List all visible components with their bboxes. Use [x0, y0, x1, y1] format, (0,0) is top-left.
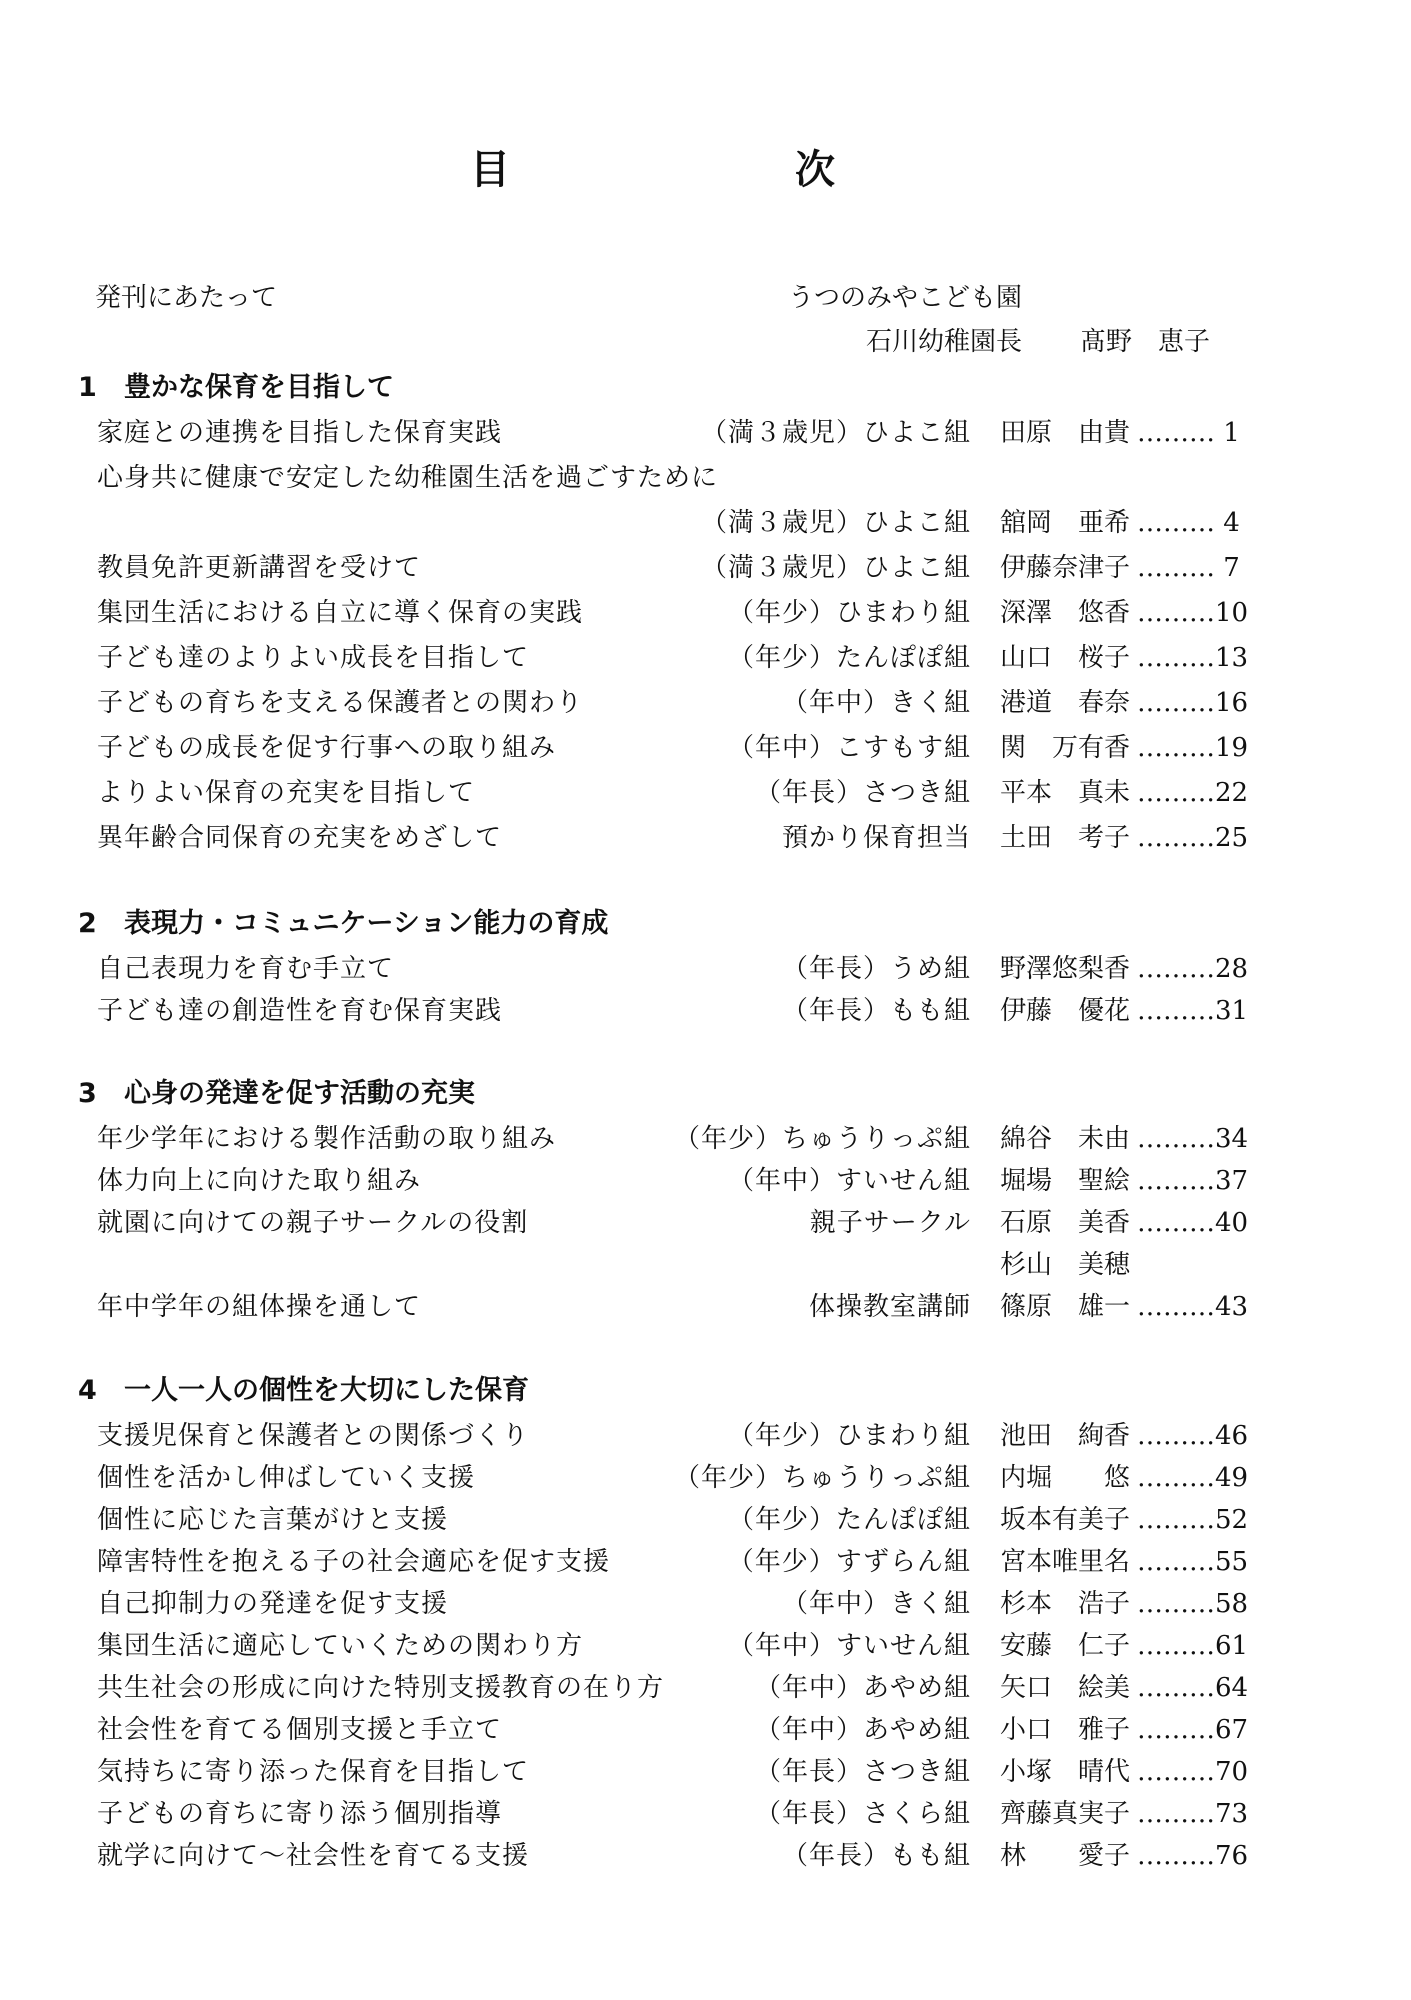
entry-page: ………25 [1137, 823, 1249, 853]
foreword-author: 髙野 恵子 [1080, 327, 1211, 357]
entry-class: （年長）うめ組 [781, 954, 971, 984]
toc-entry [0, 1415, 1411, 1457]
toc-entry [0, 547, 1411, 589]
toc-entry [0, 727, 1411, 769]
entry-title: 心身共に健康で安定した幼稚園生活を過ごすために [97, 463, 719, 493]
entry-page: ………10 [1137, 598, 1249, 628]
toc-entry [0, 502, 1411, 544]
toc-entry [0, 412, 1411, 454]
toc-entry [0, 1202, 1411, 1244]
entry-class: （年少）すずらん組 [727, 1547, 971, 1577]
section-title: 一人一人の個性を大切にした保育 [124, 1375, 529, 1406]
entry-class: （年中）きく組 [781, 688, 971, 718]
entry-class: （年長）もも組 [781, 996, 971, 1026]
entry-page: ………70 [1137, 1757, 1249, 1787]
entry-class: （年少）たんぽぽ組 [727, 643, 971, 673]
entry-class: （年長）さくら組 [754, 1799, 971, 1829]
entry-title: 就園に向けての親子サークルの役割 [97, 1208, 529, 1238]
entry-page: ………58 [1137, 1589, 1249, 1619]
entry-author: 安藤 仁子 [1000, 1631, 1131, 1661]
entry-title: 教員免許更新講習を受けて [97, 553, 422, 583]
entry-class: （年中）きく組 [781, 1589, 971, 1619]
foreword-affiliation-1: うつのみやこども園 [788, 283, 1023, 313]
toc-entry [0, 1709, 1411, 1751]
entry-author: 篠原 雄一 [1000, 1292, 1131, 1322]
entry-class: 親子サークル [809, 1208, 971, 1238]
entry-class: （年少）ちゅうりっぷ組 [673, 1463, 971, 1493]
section-title: 心身の発達を促す活動の充実 [124, 1078, 475, 1109]
entry-author: 深澤 悠香 [1000, 598, 1131, 628]
page-title [0, 138, 1411, 198]
entry-class: （年長）さつき組 [754, 778, 971, 808]
entry-class: （満３歳児）ひよこ組 [700, 418, 971, 448]
entry-author: 綿谷 未由 [1000, 1124, 1131, 1154]
toc-entry [0, 1793, 1411, 1835]
entry-author: 舘岡 亜希 [1000, 508, 1131, 538]
entry-class: （年中）すいせん組 [727, 1631, 971, 1661]
entry-title: 体力向上に向けた取り組み [97, 1166, 422, 1196]
entry-class: （年中）あやめ組 [754, 1673, 971, 1703]
entry-title: 個性に応じた言葉がけと支援 [97, 1505, 449, 1535]
section-heading [78, 906, 608, 942]
entry-author: 宮本唯里名 [1000, 1547, 1131, 1577]
entry-page: ………46 [1137, 1421, 1249, 1451]
entry-title: 集団生活における自立に導く保育の実践 [97, 598, 584, 628]
toc-entry [0, 637, 1411, 679]
entry-page: ………67 [1137, 1715, 1249, 1745]
section-title: 表現力・コミュニケーション能力の育成 [124, 908, 609, 939]
entry-page: ………34 [1137, 1124, 1249, 1154]
entry-page: ………28 [1137, 954, 1249, 984]
entry-title: 気持ちに寄り添った保育を目指して [97, 1757, 530, 1787]
foreword-affiliation-2: 石川幼稚園長 [866, 327, 1023, 357]
toc-entry [0, 948, 1411, 990]
entry-author: 堀場 聖絵 [1000, 1166, 1131, 1196]
entry-class: （年長）もも組 [781, 1841, 971, 1871]
entry-author: 池田 絢香 [1000, 1421, 1131, 1451]
section-number: 1 [78, 372, 97, 403]
toc-entry [0, 1667, 1411, 1709]
entry-class: （年少）ひまわり組 [727, 598, 971, 628]
entry-page: ………49 [1137, 1463, 1249, 1493]
entry-author: 港道 春奈 [1000, 688, 1131, 718]
toc-entry [0, 1835, 1411, 1877]
toc-entry [0, 1499, 1411, 1541]
entry-title: 年中学年の組体操を通して [97, 1292, 422, 1322]
entry-page: ……… 1 [1137, 418, 1240, 448]
entry-author: 伊藤奈津子 [1000, 553, 1131, 583]
entry-class: （年長）さつき組 [754, 1757, 971, 1787]
foreword-title: 発刊にあたって [95, 283, 278, 313]
entry-class: 預かり保育担当 [781, 823, 971, 853]
toc-entry [0, 1457, 1411, 1499]
entry-title: 自己抑制力の発達を促す支援 [97, 1589, 449, 1619]
title-char-1: 目 [470, 147, 510, 193]
toc-entry [0, 1244, 1411, 1286]
entry-title: 就学に向けて～社会性を育てる支援 [97, 1841, 530, 1871]
entry-author: 土田 考子 [1000, 823, 1131, 853]
entry-page: ………61 [1137, 1631, 1249, 1661]
toc-entry [0, 1160, 1411, 1202]
entry-author: 田原 由貴 [1000, 418, 1131, 448]
entry-page: ………73 [1137, 1799, 1249, 1829]
foreword-entry [0, 277, 1411, 367]
entry-title: 子どもの育ちを支える保護者との関わり [97, 688, 584, 718]
entry-page: ………19 [1137, 733, 1249, 763]
section-heading [78, 370, 394, 406]
entry-page: ………13 [1137, 643, 1249, 673]
entry-class: （年少）ひまわり組 [727, 1421, 971, 1451]
toc-entry [0, 1541, 1411, 1583]
entry-title: よりよい保育の充実を目指して [97, 778, 476, 808]
entry-author: 小口 雅子 [1000, 1715, 1131, 1745]
entry-author: 杉本 浩子 [1000, 1589, 1131, 1619]
entry-author: 杉山 美穂 [1000, 1250, 1131, 1280]
entry-author: 関 万有香 [1000, 733, 1131, 763]
entry-class: （年中）あやめ組 [754, 1715, 971, 1745]
entry-page: ………22 [1137, 778, 1249, 808]
entry-page: ………52 [1137, 1505, 1249, 1535]
toc-entry [0, 1625, 1411, 1667]
entry-page: ……… 4 [1137, 508, 1240, 538]
entry-class: （年中）すいせん組 [727, 1166, 971, 1196]
toc-entry [0, 1751, 1411, 1793]
entry-page: ………64 [1137, 1673, 1249, 1703]
entry-title: 個性を活かし伸ばしていく支援 [97, 1463, 476, 1493]
toc-entry [0, 457, 1411, 499]
entry-page: ………43 [1137, 1292, 1249, 1322]
entry-title: 障害特性を抱える子の社会適応を促す支援 [97, 1547, 611, 1577]
entry-title: 子どもの育ちに寄り添う個別指導 [97, 1799, 503, 1829]
entry-author: 矢口 絵美 [1000, 1673, 1131, 1703]
entry-title: 異年齢合同保育の充実をめざして [97, 823, 503, 853]
toc-entry [0, 990, 1411, 1032]
toc-entry [0, 1286, 1411, 1328]
entry-author: 小塚 晴代 [1000, 1757, 1131, 1787]
entry-page: ………37 [1137, 1166, 1249, 1196]
entry-author: 内堀 悠 [1000, 1463, 1131, 1493]
entry-page: ……… 7 [1137, 553, 1240, 583]
entry-title: 支援児保育と保護者との関係づくり [97, 1421, 530, 1451]
entry-title: 自己表現力を育む手立て [97, 954, 395, 984]
section-heading [78, 1076, 475, 1112]
entry-author: 野澤悠梨香 [1000, 954, 1131, 984]
entry-page: ………55 [1137, 1547, 1249, 1577]
entry-class: （満３歳児）ひよこ組 [700, 508, 971, 538]
section-number: 3 [78, 1078, 97, 1109]
entry-page: ………31 [1137, 996, 1249, 1026]
toc-entry [0, 817, 1411, 859]
entry-title: 年少学年における製作活動の取り組み [97, 1124, 557, 1154]
entry-author: 山口 桜子 [1000, 643, 1131, 673]
section-heading [78, 1373, 529, 1409]
entry-page: ………76 [1137, 1841, 1249, 1871]
entry-author: 林 愛子 [1000, 1841, 1131, 1871]
entry-page: ………40 [1137, 1208, 1249, 1238]
toc-entry [0, 682, 1411, 724]
entry-title: 共生社会の形成に向けた特別支援教育の在り方 [97, 1673, 665, 1703]
entry-title: 社会性を育てる個別支援と手立て [97, 1715, 503, 1745]
toc-entry [0, 592, 1411, 634]
entry-author: 伊藤 優花 [1000, 996, 1131, 1026]
entry-title: 子ども達のよりよい成長を目指して [97, 643, 530, 673]
section-title: 豊かな保育を目指して [124, 372, 394, 403]
entry-title: 家庭との連携を目指した保育実践 [97, 418, 503, 448]
entry-class: （年中）こすもす組 [727, 733, 971, 763]
entry-author: 齊藤真実子 [1000, 1799, 1131, 1829]
entry-class: （満３歳児）ひよこ組 [700, 553, 971, 583]
entry-class: （年少）ちゅうりっぷ組 [673, 1124, 971, 1154]
entry-class: 体操教室講師 [808, 1292, 971, 1322]
entry-class: （年少）たんぽぽ組 [727, 1505, 971, 1535]
entry-title: 子どもの成長を促す行事への取り組み [97, 733, 557, 763]
entry-title: 集団生活に適応していくための関わり方 [97, 1631, 584, 1661]
entry-title: 子ども達の創造性を育む保育実践 [97, 996, 503, 1026]
toc-entry [0, 772, 1411, 814]
section-number: 4 [78, 1375, 97, 1406]
title-char-2: 次 [795, 147, 835, 193]
toc-entry [0, 1118, 1411, 1160]
entry-author: 坂本有美子 [1000, 1505, 1131, 1535]
toc-entry [0, 1583, 1411, 1625]
entry-author: 石原 美香 [1000, 1208, 1131, 1238]
section-number: 2 [78, 908, 97, 939]
entry-page: ………16 [1137, 688, 1249, 718]
entry-author: 平本 真未 [1000, 778, 1131, 808]
